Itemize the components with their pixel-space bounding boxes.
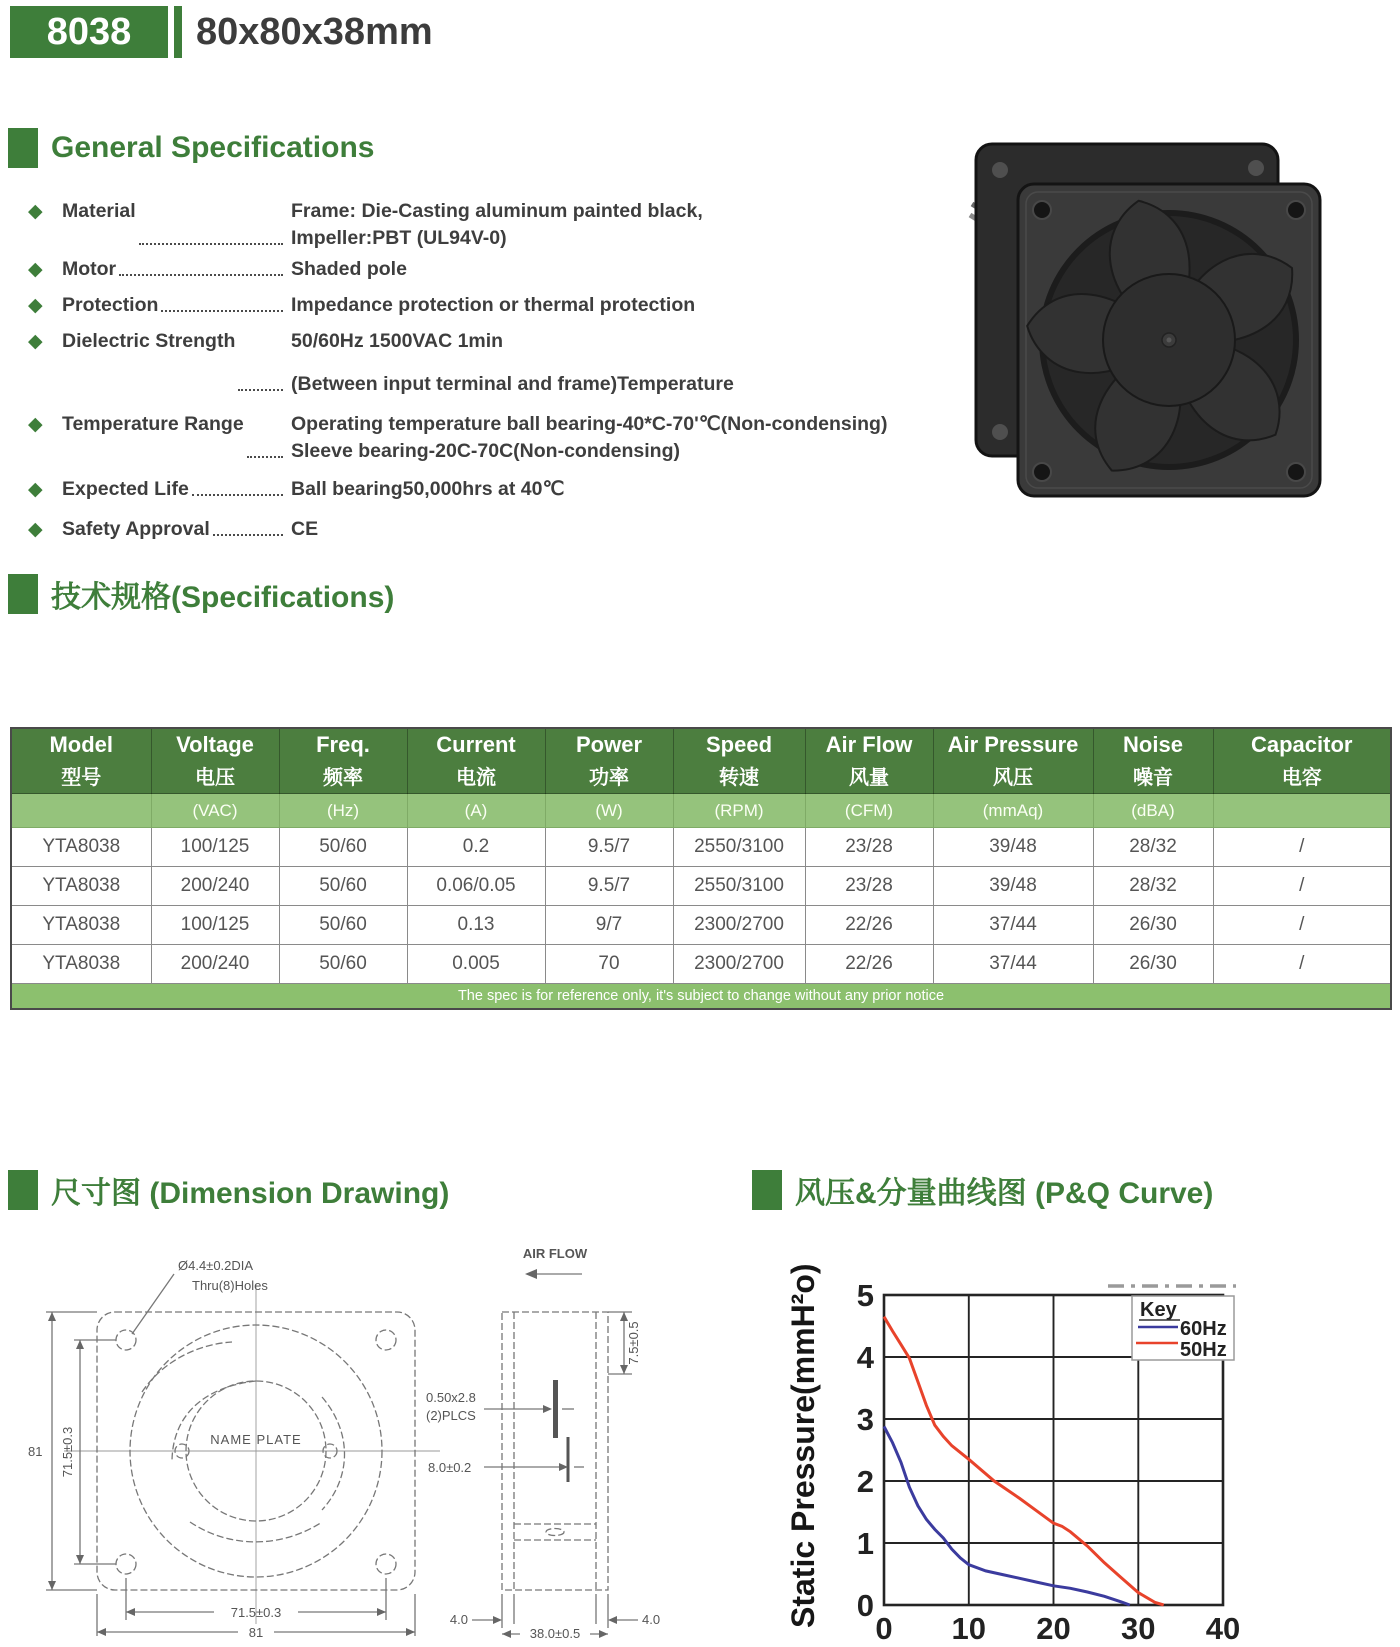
table-cell: YTA8038 — [11, 906, 151, 945]
table-cell: 200/240 — [151, 867, 279, 906]
section-title: General Specifications — [51, 131, 375, 164]
diamond-bullet-icon: ◆ — [28, 519, 43, 540]
list-item — [28, 516, 948, 543]
badge-divider — [174, 6, 182, 58]
diamond-bullet-icon: ◆ — [28, 259, 43, 280]
y-tick-label: 0 — [856, 1588, 874, 1623]
list-item — [28, 292, 948, 319]
column-unit: (dBA) — [1093, 794, 1213, 828]
column-unit: (mmAq) — [933, 794, 1093, 828]
table-cell: 0.005 — [407, 945, 545, 984]
spec-label: Temperature Range — [62, 413, 244, 435]
y-axis-title: Static Pressure(mmH²o) — [785, 1263, 821, 1628]
dotted-leader — [161, 292, 283, 312]
spec-value: Operating temperature ball bearing-40*C-70'℃(Non-condensing) Sleeve bearing-20C-70C(Non-condensing) — [291, 413, 888, 462]
curve-50hz — [884, 1317, 1164, 1605]
pq-curve-header — [752, 1168, 1213, 1212]
spec-label: Motor — [62, 258, 117, 280]
table-row — [11, 828, 1391, 867]
table-cell: / — [1213, 906, 1391, 945]
legend-label-50hz: 50Hz — [1180, 1339, 1227, 1361]
table-cell: 0.13 — [407, 906, 545, 945]
dotted-leader — [213, 516, 283, 536]
table-cell: 0.06/0.05 — [407, 867, 545, 906]
list-item — [28, 476, 948, 503]
table-cell: 26/30 — [1093, 906, 1213, 945]
height-outer-label: 81 — [28, 1444, 43, 1459]
slot-label-2: (2)PLCS — [426, 1408, 476, 1423]
section-title: 风压&分量曲线图 (P&Q Curve) — [795, 1177, 1214, 1210]
specifications-table — [10, 727, 1392, 1010]
section-square-icon — [752, 1170, 782, 1210]
flange-right-label: 4.0 — [642, 1612, 661, 1627]
general-specs-list — [28, 198, 948, 552]
column-unit: (Hz) — [279, 794, 407, 828]
dotted-leader — [139, 198, 283, 245]
column-unit: (A) — [407, 794, 545, 828]
table-row — [11, 906, 1391, 945]
diamond-bullet-icon: ◆ — [28, 295, 43, 316]
table-cell: 28/32 — [1093, 867, 1213, 906]
column-unit: (CFM) — [805, 794, 933, 828]
column-header: Speed 转速 — [673, 728, 805, 794]
table-cell: 37/44 — [933, 906, 1093, 945]
x-tick-label: 20 — [1036, 1611, 1071, 1644]
table-cell: 23/28 — [805, 828, 933, 867]
section-title: 尺寸图 (Dimension Drawing) — [51, 1177, 450, 1210]
table-cell: 50/60 — [279, 867, 407, 906]
column-unit: (W) — [545, 794, 673, 828]
list-item — [28, 256, 948, 283]
table-cell: / — [1213, 828, 1391, 867]
y-tick-label: 3 — [856, 1402, 874, 1437]
table-cell: 9.5/7 — [545, 828, 673, 867]
table-cell: / — [1213, 945, 1391, 984]
dotted-leader — [119, 256, 283, 276]
column-unit: (RPM) — [673, 794, 805, 828]
pq-curve-chart — [778, 1222, 1378, 1647]
legend-title: Key — [1140, 1299, 1177, 1321]
model-badge: 8038 — [10, 6, 168, 58]
section-square-icon — [8, 1170, 38, 1210]
list-item — [28, 198, 948, 252]
top-offset-label: 7.5±0.5 — [626, 1321, 641, 1365]
spec-value: Impedance protection or thermal protection — [291, 294, 696, 316]
table-cell: 39/48 — [933, 867, 1093, 906]
table-cell: 9/7 — [545, 906, 673, 945]
table-cell: 2550/3100 — [673, 828, 805, 867]
table-cell: 100/125 — [151, 906, 279, 945]
dotted-leader — [247, 411, 283, 458]
table-cell: 23/28 — [805, 867, 933, 906]
pin-offset-label: 8.0±0.2 — [428, 1460, 472, 1475]
table-cell: 2300/2700 — [673, 945, 805, 984]
diamond-bullet-icon: ◆ — [28, 331, 43, 352]
table-row — [11, 945, 1391, 984]
table-cell: YTA8038 — [11, 828, 151, 867]
section-title: 技术规格(Specifications) — [51, 581, 395, 614]
table-cell: 22/26 — [805, 906, 933, 945]
table-header-row — [11, 728, 1391, 794]
flange-left-label: 4.0 — [449, 1612, 468, 1627]
x-tick-label: 0 — [875, 1611, 893, 1644]
table-cell: 50/60 — [279, 906, 407, 945]
chart-legend — [1132, 1296, 1234, 1361]
table-cell: 50/60 — [279, 945, 407, 984]
column-header: Noise 噪音 — [1093, 728, 1213, 794]
table-cell: 70 — [545, 945, 673, 984]
height-inner-label: 71.5±0.3 — [60, 1426, 75, 1478]
column-header: Air Flow 风量 — [805, 728, 933, 794]
column-header: Power 功率 — [545, 728, 673, 794]
column-header: Air Pressure 风压 — [933, 728, 1093, 794]
name-plate-label: NAME PLATE — [210, 1432, 302, 1447]
section-square-icon — [8, 574, 38, 614]
column-unit — [1213, 794, 1391, 828]
y-tick-label: 5 — [856, 1278, 874, 1313]
spec-value: Frame: Die-Casting aluminum painted black, Impeller:PBT (UL94V-0) — [291, 200, 703, 249]
dimension-drawing — [22, 1232, 662, 1645]
x-tick-label: 30 — [1121, 1611, 1156, 1644]
table-cell: 28/32 — [1093, 828, 1213, 867]
hole-dia-label: Ø4.4±0.2DIA — [178, 1258, 254, 1273]
table-cell: 39/48 — [933, 828, 1093, 867]
table-footnote: The spec is for reference only, it's subject to change without any prior notice — [11, 984, 1391, 1010]
column-header: Model 型号 — [11, 728, 151, 794]
width-outer-label: 81 — [248, 1625, 264, 1640]
spec-label: Protection — [62, 294, 159, 316]
table-cell: 50/60 — [279, 828, 407, 867]
section-square-icon — [8, 128, 38, 168]
x-tick-label: 10 — [951, 1611, 986, 1644]
specifications-header — [8, 572, 394, 616]
table-cell: 2550/3100 — [673, 867, 805, 906]
spec-value: Ball bearing50,000hrs at 40℃ — [291, 478, 565, 500]
list-item — [28, 411, 948, 465]
fan-product-image — [950, 118, 1338, 523]
table-cell: 0.2 — [407, 828, 545, 867]
column-header: Current 电流 — [407, 728, 545, 794]
table-cell: YTA8038 — [11, 867, 151, 906]
general-specs-header — [8, 128, 374, 168]
list-item — [28, 328, 948, 398]
y-tick-label: 4 — [856, 1340, 874, 1375]
spec-label: Expected Life — [62, 478, 189, 500]
table-cell: 9.5/7 — [545, 867, 673, 906]
diamond-bullet-icon: ◆ — [28, 201, 43, 222]
spec-value: CE — [291, 518, 319, 540]
table-cell: 2300/2700 — [673, 906, 805, 945]
table-cell: YTA8038 — [11, 945, 151, 984]
diamond-bullet-icon: ◆ — [28, 414, 43, 435]
column-header: Capacitor 电容 — [1213, 728, 1391, 794]
width-inner-label: 71.5±0.3 — [230, 1605, 282, 1620]
table-cell: 100/125 — [151, 828, 279, 867]
spec-value: 50/60Hz 1500VAC 1min (Between input terminal and frame)Temperature — [291, 330, 734, 395]
depth-label: 38.0±0.5 — [529, 1626, 581, 1640]
table-cell: 37/44 — [933, 945, 1093, 984]
dotted-leader — [192, 476, 283, 496]
table-units-row — [11, 794, 1391, 828]
x-tick-label: 40 — [1205, 1611, 1241, 1644]
air-flow-label: AIR FLOW — [522, 1246, 588, 1261]
column-unit: (VAC) — [151, 794, 279, 828]
table-cell: 22/26 — [805, 945, 933, 984]
diamond-bullet-icon: ◆ — [28, 479, 43, 500]
spec-label: Safety Approval — [62, 518, 210, 540]
column-header: Freq. 频率 — [279, 728, 407, 794]
legend-label-60hz: 60Hz — [1180, 1318, 1227, 1340]
spec-value: Shaded pole — [291, 258, 407, 280]
page-title: 80x80x38mm — [196, 10, 433, 53]
slot-label-1: 0.50x2.8 — [426, 1390, 476, 1405]
table-cell: 200/240 — [151, 945, 279, 984]
spec-label: Dielectric Strength — [62, 330, 236, 352]
dimension-drawing-header — [8, 1168, 449, 1212]
table-cell: / — [1213, 867, 1391, 906]
spec-label: Material — [62, 200, 136, 222]
table-footnote-row — [11, 984, 1391, 1010]
table-cell: 26/30 — [1093, 945, 1213, 984]
dotted-leader — [238, 328, 283, 391]
column-unit — [11, 794, 151, 828]
column-header: Voltage 电压 — [151, 728, 279, 794]
hole-note-label: Thru(8)Holes — [192, 1278, 268, 1293]
curve-60hz — [884, 1426, 1130, 1605]
y-tick-label: 1 — [856, 1526, 874, 1561]
y-tick-label: 2 — [856, 1464, 874, 1499]
table-row — [11, 867, 1391, 906]
